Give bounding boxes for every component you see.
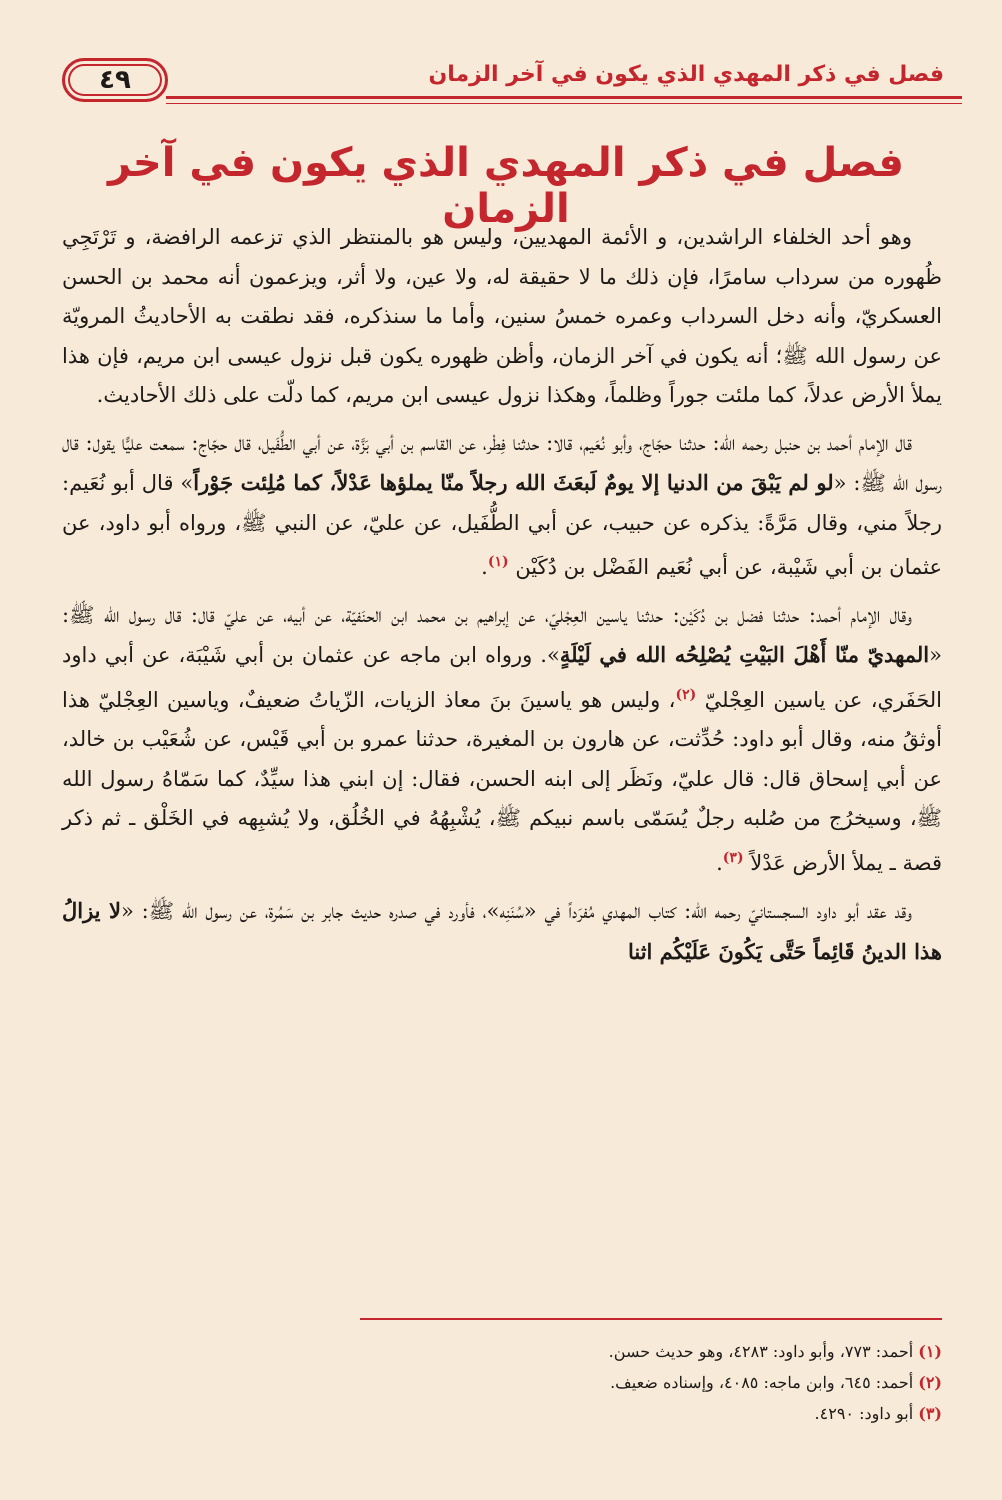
paragraph-2: قال الإمام أحمد بن حنبل رحمه الله: حدثنا حجّاج، وأبو نُعَيم، قالا: حدثنا فِطْر، عن القاسم بن أبي بَزَّة، عن أبي الطُّفَيل، قال حجّاج: سمعت عليًّا يقول: قال رسول الله ﷺ: «لو لم يَبْقَ من الدنيا إلا يومٌ لَبعَثَ الله رجلاً منّا يملؤها عَدْلاً، كما مُلِئت جَوْراً» قال أبو نُعَيم: رجلاً مني، وقال مَرَّةً: يذكره عن حبيب، عن أبي الطُّفَيل، عن عليّ، عن النبي ﷺ، ورواه أبو داود، عن عثمان بن أبي شَيْبة، عن أبي نُعَيم الفَضْل بن دُكَيْن $^{(١)}$. [62, 430, 943, 579]
paragraph-3-text-c: ، وليس هو ياسينَ بنَ معاذ الزيات، الزّياتُ ضعيفٌ، وياسين العِجْليّ هذا أوثقُ منه، وقال أبو داود: حُدِّثت، عن هارون بن المغيرة، حدثنا عمرو بن أبي قَيْس، عن شُعَيْب بن خالد، عن أبي إسحاق قال: قال عليّ، ونَظَر إلى ابنه الحسن، فقال: إن ابني هذا سيِّدٌ، كما سَمّاهُ رسول الله ﷺ، وسيخرُج من صُلبه رجلٌ يُسَمّى باسم نبيكم ﷺ، يُشْبِهُهُ في الخُلُق، ولا يُشبِهه في الخَلْق ـ ثم ذكر قصة ـ يملأ الأرض عَدْلاً [62, 687, 942, 875]
header-rule [166, 96, 962, 99]
page-number-badge: ٤٩ [62, 58, 168, 102]
paragraph-2-text-a: قال الإمام أحمد بن حنبل رحمه الله: حدثنا حجّاج، وأبو نُعَيم، قالا: حدثنا فِطْر، عن القاسم بن أبي بَزَّة، عن أبي الطُّفَيل، قال حجّاج: سمعت عليًّا يقول: قال رسول الله ﷺ: « [62, 430, 943, 495]
paragraph-4-text-a: وقد عقد أبو داود السجستانيّ رحمه الله: كتاب المهدي مُفرَداً في «سُنَنِه»، فأورد في صدره حديث جابر بن سَمُرة، عن رسول الله ﷺ: « [120, 899, 913, 923]
footnote-2 [62, 1367, 942, 1398]
footnote-text: أبو داود: ٤٢٩٠. [814, 1404, 914, 1423]
paragraph-3-text-b: ». ورواه ابن ماجه عن عثمان بن أبي شَيْبَة، عن أبي داود الحَفَري، عن ياسين العِجْليّ [62, 643, 942, 712]
footnote-3 [62, 1398, 942, 1429]
page-header [62, 50, 962, 108]
header-rule-thin [166, 103, 962, 104]
footnote-ref-3: (٣) [722, 849, 744, 866]
running-head: فصل في ذكر المهدي الذي يكون في آخر الزمان [428, 62, 944, 87]
body-text [62, 218, 942, 980]
paragraph-2-text-b: » قال أبو نُعَيم: رجلاً مني، وقال مَرَّةً: يذكره عن حبيب، عن أبي الطُّفَيل، عن عليّ، عن النبي ﷺ، ورواه أبو داود، عن عثمان بن أبي شَيْبة، عن أبي نُعَيم الفَضْل بن دُكَيْن [62, 471, 942, 579]
footnote-ref-1: (١) [487, 554, 509, 570]
footnote-ref-2: (٢) [675, 686, 697, 703]
chapter-title: فصل في ذكر المهدي الذي يكون في آخر الزمان [108, 140, 904, 232]
footnote-text: أحمد: ٦٤٥، وابن ماجه: ٤٠٨٥، وإسناده ضعيف. [610, 1373, 914, 1392]
footnote-text: أحمد: ٧٧٣، وأبو داود: ٤٢٨٣، وهو حديث حسن. [608, 1342, 914, 1361]
hadith-quote-3: لا يزالُ هذا الدينُ قَائِماً حَتَّى يَكُونَ عَلَيْكُم اثنا [62, 898, 942, 964]
footnote-1 [62, 1336, 942, 1367]
footnotes [62, 1336, 942, 1429]
paragraph-4 [62, 891, 942, 972]
footnote-number: (٣) [918, 1404, 942, 1423]
hadith-quote-1: لو لم يَبْقَ من الدنيا إلا يومٌ لَبعَثَ الله رجلاً منّا يملؤها عَدْلاً، كما مُلِئت جَوْراً [193, 470, 834, 495]
footnote-number: (١) [918, 1342, 942, 1361]
paragraph-3: وقال الإمام أحمد: حدثنا فضل بن دُكَيْن: حدثنا ياسين العِجْليّ، عن إبراهيم بن محمد ابن الحنَفيّة، عن أبيه، عن عليّ قال: قال رسول الله ﷺ: «المهديّ منّا أَهْلَ البَيْتِ يُصْلِحُه الله في لَيْلَةٍ». ورواه ابن ماجه عن عثمان بن أبي شَيْبَة، عن أبي داود الحَفَري، عن ياسين العِجْليّ $^{(٢)}$، وليس هو ياسينَ بنَ معاذ الزيات، الزّياتُ ضعيفٌ، وياسين العِجْليّ هذا أوثقُ منه، وقال أبو داود: حُدِّثت، عن هارون بن المغيرة، حدثنا عمرو بن أبي قَيْس، عن شُعَيْب بن خالد، عن أبي إسحاق قال: قال عليّ، ونَظَر إلى ابنه الحسن، فقال: إن ابني هذا سيِّدٌ، كما سَمّاهُ رسول الله ﷺ، وسيخرُج من صُلبه رجلٌ يُسَمّى باسم نبيكم ﷺ، يُشْبِهُهُ في الخُلُق، ولا يُشبِهه في الخَلْق ـ ثم ذكر قصة ـ يملأ الأرض عَدْلاً $^{(٣)}$. [62, 602, 942, 875]
paragraph-1: وهو أحد الخلفاء الراشدين، و الأئمة المهديين، وليس هو بالمنتظر الذي تزعمه الرافضة، و تَرْتَجِي ظُهوره من سرداب سامرًا، فإن ذلك ما لا حقيقة له، ولا عين، ولا أثر، ويزعمون أنه محمد بن الحسن العسكريّ، وأنه دخل السرداب وعمره خمسُ سنين، وأما ما سنذكره، فقد نطقت به الأحاديثُ المرويّة عن رسول الله ﷺ؛ أنه يكون في آخر الزمان، وأظن ظهوره يكون قبل نزول عيسى ابن مريم، فإن هذا يملأ الأرض عدلاً، كما ملئت جوراً وظلماً، وهكذا نزول عيسى ابن مريم، كما دلّت على ذلك الأحاديث. [62, 225, 942, 407]
hadith-quote-2: المهديّ منّا أَهْلَ البَيْتِ يُصْلِحُه الله في لَيْلَةٍ [559, 642, 930, 667]
paragraph-3-text-a: وقال الإمام أحمد: حدثنا فضل بن دُكَيْن: حدثنا ياسين العِجْليّ، عن إبراهيم بن محمد ابن الحنَفيّة، عن أبيه، عن عليّ قال: قال رسول الله ﷺ: « [62, 602, 942, 667]
footnote-rule [360, 1318, 942, 1320]
footnote-number: (٢) [918, 1373, 942, 1392]
